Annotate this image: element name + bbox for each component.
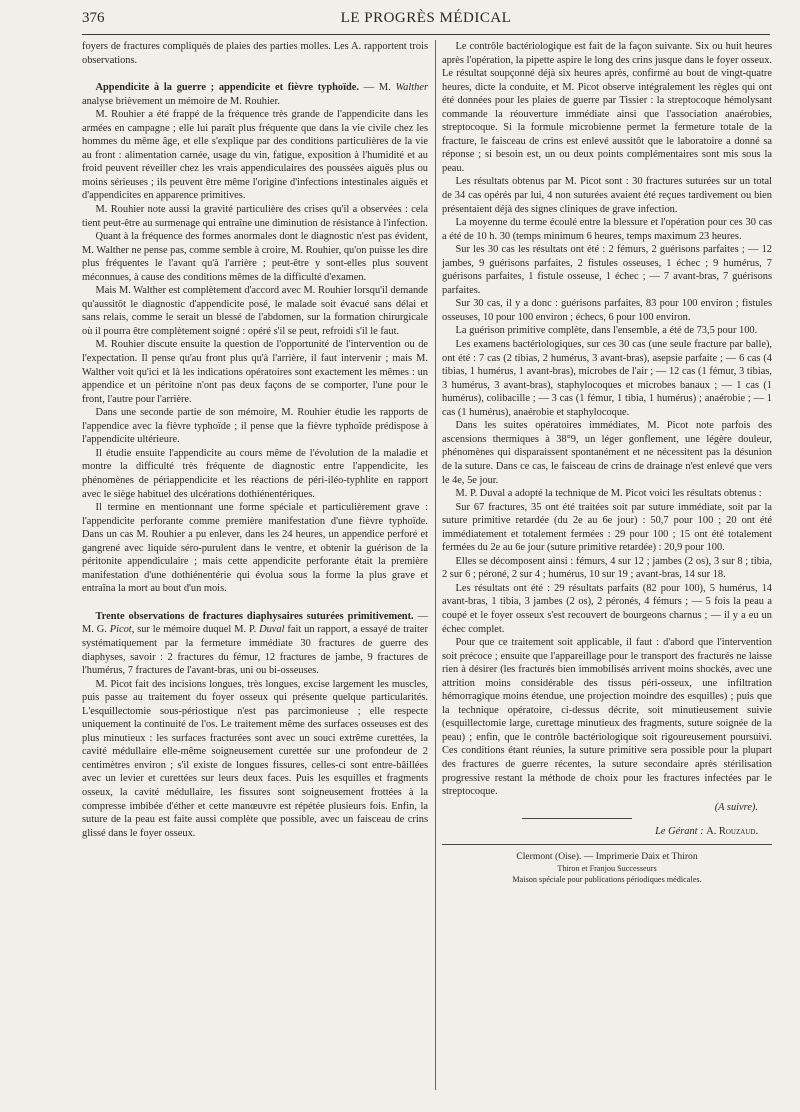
- body-paragraph: Les résultats obtenus par M. Picot sont : 30 fractures suturées sur un total de 34 cas opérés par lui, 4 non suturées avaient été reçues tardivement ou bien présentaient déjà des signes cliniques de grave infection.: [442, 176, 772, 215]
- body-paragraph: M. Rouhier note aussi la gravité particulière des crises qu'il a observées : cela tient peut-être au surmenage qui entraîne une diminution de résistance à l'infection.: [82, 204, 428, 229]
- body-paragraph: Il termine en mentionnant une forme spéciale et particulièrement grave : l'appendicite perforante comme première manifestation d'une fièvre typhoïde. Dans un cas M. Rouhier a pu enlever, dans les 24 heures, un appendice perforé et gangrené avec liquide séro-purulent dans le ventre, et obtenir la guérison de la péritonite appendiculaire ; mais cette appendicite perforante était la première manifestation d'une dothiénentérie qui évolua sous la forme la plus grave et entraîna la mort au bout d'un mois.: [82, 502, 428, 595]
- heading-mid: , sur le mémoire duquel M. P.: [131, 624, 260, 636]
- body-paragraph: Sur 30 cas, il y a donc : guérisons parfaites, 83 pour 100 environ ; fistules osseuses, 10 pour 100 environ ; échecs, 6 pour 100 environ.: [442, 298, 772, 323]
- body-paragraph: Les examens bactériologiques, sur ces 30 cas (une seule fracture par balle), ont été : 7 cas (2 tibias, 2 humérus, 3 avant-bras), asepsie parfaite ; — 6 cas (4 tibias, 1 humérus, 1 avant-bras), microbes de l'air ; — 12 cas (1 fémur, 3 tibias, 3 humérus, 3 avant-bras), staphylocoques et microbes banaux ; — 1 cas (1 humérus), colibacille ; — 3 cas (1 fémur, 1 tibia, 1 humérus) ; anaérobie ; — 1 cas (1 humérus), anaérobie et staphylocoque.: [442, 339, 772, 418]
- body-paragraph: Elles se décomposent ainsi : fémurs, 4 sur 12 ; jambes (2 os), 3 sur 8 ; tibia, 2 sur 6 ; péroné, 2 sur 4 ; humérus, 10 sur 19 ; avant-bras, 14 sur 18.: [442, 555, 772, 581]
- journal-title: LE PROGRÈS MÉDICAL: [340, 10, 512, 26]
- heading-rest: fait un rapport, a essayé de traiter systématiquement par la fermeture immédiate 30 fractures de guerre des diaphyses, savoir : 2 fractures du fémur, 12 fractures de jambe, 9 fractures de l'humérus, 7 fractures de l'avant-bras, uni ou bi-osseuses.: [82, 624, 428, 677]
- body-paragraph: La guérison primitive complète, dans l'ensemble, a été de 73,5 pour 100.: [455, 325, 758, 337]
- column-divider: [435, 40, 436, 1090]
- body-paragraph: M. Picot fait des incisions longues, très longues, excise largement les muscles, puis passe au traitement du foyer osseux qui présente quelque particularités. L'esquillectomie sous-périostique n'est pas parcimonieuse ; elle respecte uniquement la continuité de l'os. Le traitement même des surfaces osseuses est des plus minutieux : les surfaces fracturées sont avec un souci extrême curettées, la cavité médullaire elle-même soigneusement curettée sur une profondeur de 2 centimètres environ ; s'il existe de longues fissures, celles-ci sont entre-bâillées avec un levier et curettées sur leurs deux faces. Puis les esquilles et fragments osseux, la cavité médullaire, les fissures sont soigneusement frottées à la compresse imbibée d'éther et cette manœuvre est répétée plusieurs fois. Enfin, la suture de la peau est faite aussi complète que possible, avec un faisceau de crins glissé dans le foyer osseux.: [82, 678, 428, 839]
- body-paragraph: Quant à la fréquence des formes anormales dont le diagnostic n'est pas évident, M. Walther ne pense pas, comme semble à croire, M. Rouhier, qu'on puisse les dire plus fréquentes le l'avant qu'à l'arrière ; peut-être y sont-elles plus souvent méconnues, à cause des conditions mêmes de la difficulté d'examen.: [82, 231, 428, 283]
- left-column: [82, 40, 428, 840]
- manager-name: A. Rouzaud.: [706, 826, 758, 838]
- body-paragraph: Dans une seconde partie de son mémoire, M. Rouhier étudie les rapports de l'appendice avec la fièvre typhoïde ; il pense que la fièvre typhoïde prédispose à l'appendicite ultérieure.: [82, 407, 428, 446]
- body-paragraph: M. P. Duval a adopté la technique de M. Picot voici les résultats obtenus :: [455, 488, 762, 500]
- to-be-continued: (A suivre).: [714, 801, 758, 813]
- manager-signature: [442, 825, 758, 839]
- long-divider: [442, 844, 772, 845]
- author-name: Walther: [395, 82, 428, 94]
- heading-rest: analyse brièvement un mémoire de M. Rouhier.: [82, 95, 280, 107]
- manager-label: Le Gérant :: [655, 826, 704, 838]
- section-heading-fractures: [82, 610, 428, 678]
- body-paragraph: Les résultats ont été : 29 résultats parfaits (82 pour 100), 5 humérus, 14 avant-bras, 1 tibia, 3 jambes (2 os), 2 péronés, 4 fémurs ; — 5 fois la peau a coupé et le foyer osseux s'est recouvert de bourgeons charnus ; — il y a eu un échec complet.: [442, 582, 772, 635]
- printer-specialty: Maison spéciale pour publications périodiques médicales.: [512, 875, 702, 885]
- printer-line: Clermont (Oise). — Imprimerie Daix et Thiron: [516, 850, 698, 862]
- body-paragraph: Il étudie ensuite l'appendicite au cours même de l'évolution de la maladie et montre la difficulté très fréquente de diagnostic entre l'appendicite, les phénomènes de périappendicite et les réactions de péri-iléo-typhlite en rapport avec le siège habituel des ulcérations dothiénentériques.: [82, 447, 428, 500]
- author-name: Duval: [259, 624, 285, 636]
- section-title: Trente observations de fractures diaphysaires suturées primitivement.: [95, 610, 414, 622]
- section-heading-appendicitis: [82, 81, 428, 108]
- body-paragraph: Sur 67 fractures, 35 ont été traitées soit par suture immédiate, soit par la suture primitive retardée (du 2e au 6e jour) : 50,7 pour 100 ; 20 ont été immédiatement et totalement fermées : 29 pour 100 ; 15 ont été totalement fermées du 2e au 6e jour (suture primitive retardée) : 20,9 pour 100.: [442, 501, 772, 554]
- author-name: Picot: [109, 624, 132, 636]
- printer-successors: Thiron et Franjou Successeurs: [557, 864, 657, 874]
- body-paragraph: Sur les 30 cas les résultats ont été : 2 fémurs, 2 guérisons parfaites ; — 12 jambes, 9 guérisons parfaites, 2 fistules osseuses, 1 échec ; 9 humérus, 7 guérisons parfaites, 1 fistule osseuse, 1 échec ; — 7 avant-bras, 7 guérisons parfaites.: [442, 244, 772, 296]
- heading-dash: — M.: [359, 82, 396, 94]
- page-header: [82, 6, 770, 35]
- short-divider: [522, 818, 632, 819]
- body-paragraph: Dans les suites opératoires immédiates, M. Picot note parfois des ascensions thermiques à 38°9, un léger gonflement, une légère douleur, phénomènes qui disparaissent spontanément et ne nécessitent pas la désunion de la suture. Dans ce cas, le faisceau de crins de drainage n'est enlevé que vers le 4e, 5e jour.: [442, 420, 772, 486]
- body-paragraph: M. Rouhier discute ensuite la question de l'opportunité de l'intervention ou de l'expectation. Il pense qu'au front plus qu'à l'arrière, il faut intervenir ; mais M. Walther voit qu'ici et là les indications opératoires sont exactement les mêmes : un appendice et un péritoine n'ont pas deux façons de se comporter, l'une pour le front, l'autre pour l'arrière.: [82, 339, 428, 405]
- body-paragraph: Pour que ce traitement soit applicable, il faut : d'abord que l'intervention soit précoce ; ensuite que l'appareillage pour le transport des fracturés ne laisse rien à désirer (les fracturés bien immobilisés arrivent moins shockés, avec une attrition moins considérable des tissus péri-osseux, une infiltration hémorragique moins étendue, une projection moindre des esquilles) ; puis que la technique opératoire, ci-dessus décrite, soit minutieusement suivie (esquillectomie large, curettage minutieux des fragments, suture soignée de la peau) ; enfin, que le contrôle bactériologique soit rigoureusement poursuivi. Ces conditions étant réunies, la suture primitive sera possible pour la plupart des fractures de guerre récentes, la suture secondaire après stérilisation progressive restant la méthode de choix pour les fractures infectées par le streptocoque.: [442, 637, 772, 798]
- intro-paragraph: foyers de fractures compliqués de plaies des parties molles. Les A. rapportent trois observations.: [82, 41, 428, 66]
- body-paragraph: La moyenne du terme écoulé entre la blessure et l'opération pour ces 30 cas a été de 10 h. 30 (temps minimum 6 heures, temps maximum 23 heures.: [442, 217, 772, 242]
- page-number: 376: [82, 10, 105, 26]
- body-paragraph: Le contrôle bactériologique est fait de la façon suivante. Six ou huit heures après l'opération, la pipette aspire le long des crins jusque dans le foyer osseux. Le résultat soupçonné déjà six heures après, confirmé au bout de vingt-quatre heures, dicte la conduite, et M. Picot observe intégralement les règles qui ont été données pour les plaies de guerre par Tissier : la streptocoque hémolysant commande la réouverture immédiate ainsi que l'association anaérobies, streptocoque. Si la formule microbienne permet la fermeture totale de la fracture, le faisceau de crins est enlevé aussitôt que le laboratoire a donné sa réponse ; si besoin est, un ou deux points complémentaires sont mis sous la peau.: [442, 41, 772, 174]
- right-column: [442, 40, 772, 885]
- body-paragraph: Mais M. Walther est complètement d'accord avec M. Rouhier lorsqu'il demande qu'aussitôt le diagnostic d'appendicite posé, le malade soit évacué sans délai et sans relais, comme le serait un blessé de l'abdomen, sur la formation chirurgicale où il pourra être complètement soigné : opéré s'il se peut, refroidi s'il le faut.: [82, 285, 428, 337]
- heading-lead: — M. G.: [82, 610, 428, 636]
- body-paragraph: M. Rouhier a été frappé de la fréquence très grande de l'appendicite dans les armées en campagne ; elle lui paraît plus fréquente que dans la vie civile chez les hommes du même âge, et elle s'explique par des conditions particulières de la vie au front : alimentation carnée, usage du vin, fatigue, exposition à l'humidité et au froid peuvent réveiller chez les vrais appendiculaires des poussées aiguës plus ou moins sérieuses ; ils peuvent être même l'origine d'infections intestinales aiguës et d'appendicites en apparence primitives.: [82, 109, 428, 202]
- section-title: Appendicite à la guerre ; appendicite et fièvre typhoïde.: [95, 82, 360, 94]
